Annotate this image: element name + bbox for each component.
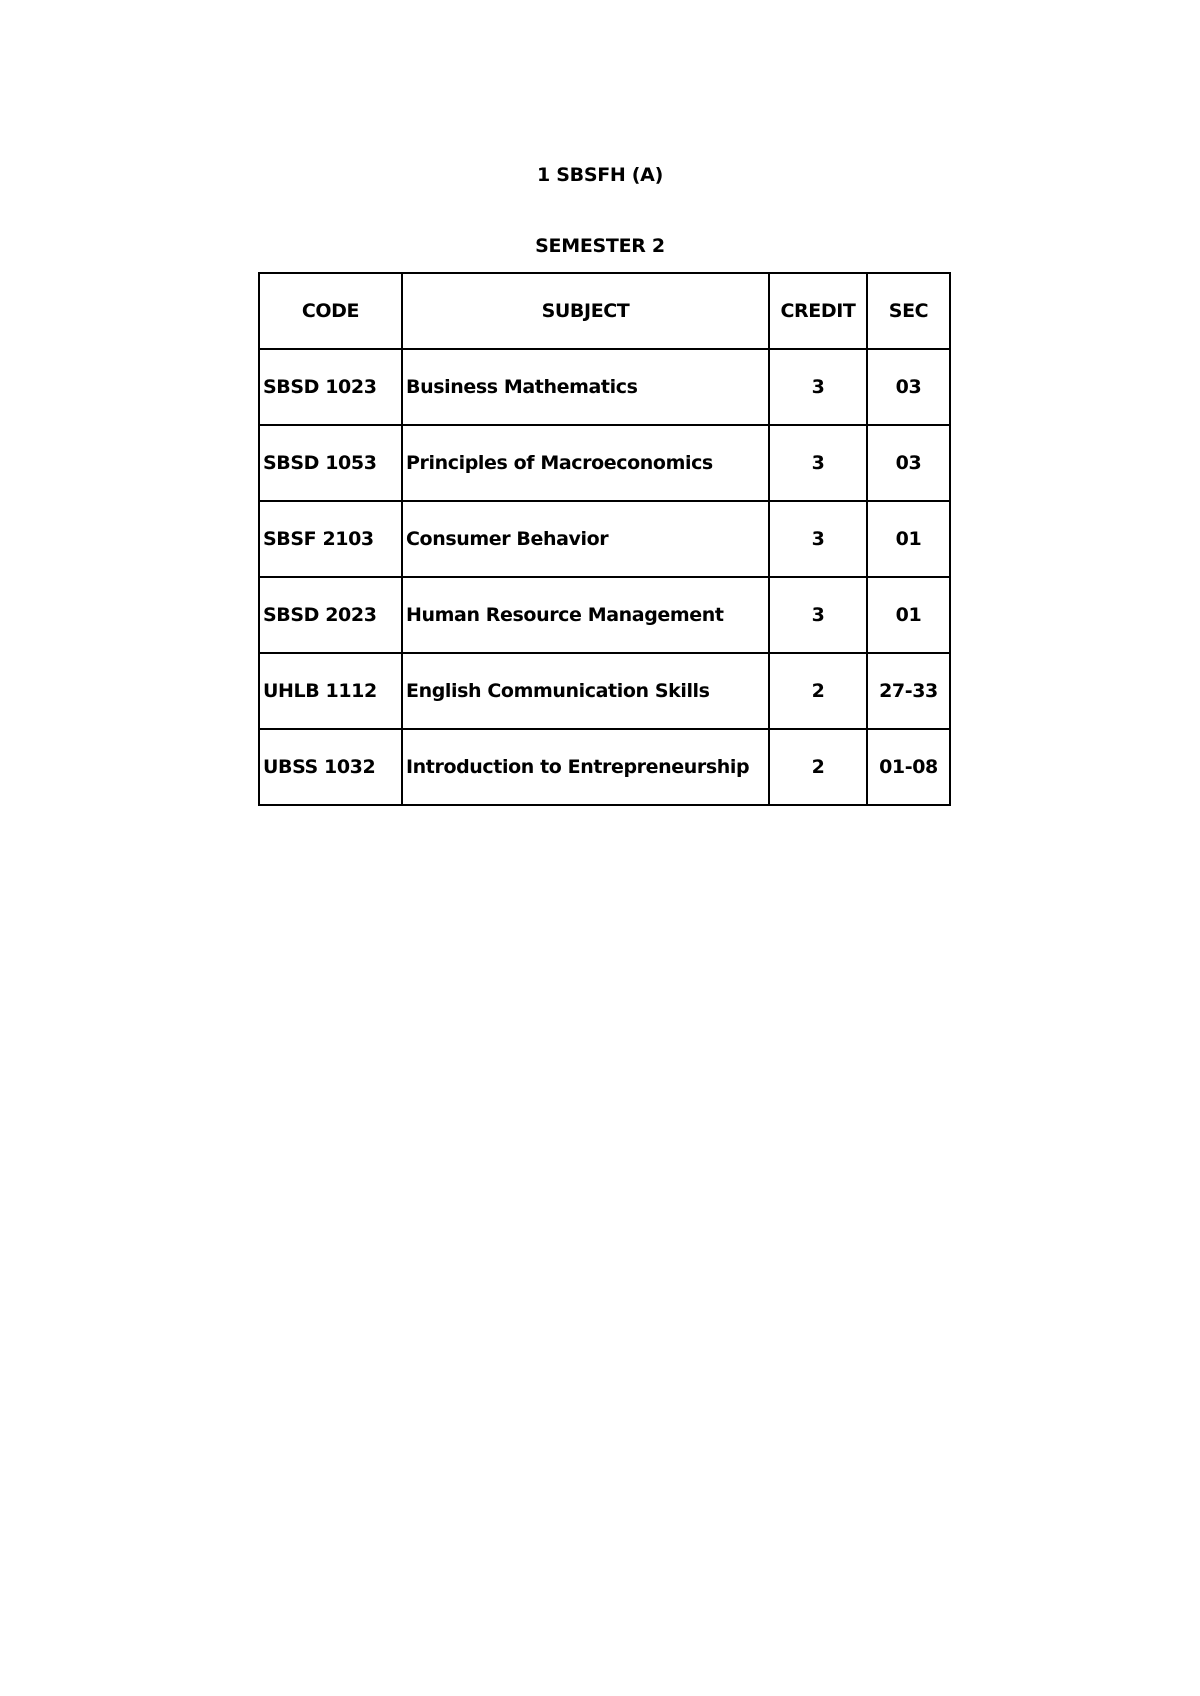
cell-credit: 3 [769,425,867,501]
cell-code: SBSD 1023 [259,349,402,425]
table-header-row [259,273,950,349]
cell-code: UBSS 1032 [259,729,402,805]
semester-label: SEMESTER 2 [535,235,665,257]
cell-sec: 01 [867,501,950,577]
cell-sec: 03 [867,349,950,425]
table-row [259,501,950,577]
cell-sec: 03 [867,425,950,501]
cell-subject: English Communication Skills [402,653,769,729]
cell-code: SBSD 2023 [259,577,402,653]
table-row [259,577,950,653]
table-row [259,425,950,501]
cell-credit: 2 [769,729,867,805]
cell-credit: 3 [769,501,867,577]
cell-credit: 3 [769,349,867,425]
column-header-sec: SEC [867,273,950,349]
column-header-code: CODE [259,273,402,349]
table-row [259,349,950,425]
column-header-credit: CREDIT [769,273,867,349]
cell-sec: 01 [867,577,950,653]
cell-code: SBSD 1053 [259,425,402,501]
cell-sec: 27-33 [867,653,950,729]
cell-subject: Principles of Macroeconomics [402,425,769,501]
cell-credit: 3 [769,577,867,653]
cell-sec: 01-08 [867,729,950,805]
column-header-subject: SUBJECT [402,273,769,349]
cell-subject: Human Resource Management [402,577,769,653]
subjects-table [258,272,951,806]
table-row [259,729,950,805]
cell-code: SBSF 2103 [259,501,402,577]
cell-subject: Introduction to Entrepreneurship [402,729,769,805]
table-row [259,653,950,729]
cell-subject: Business Mathematics [402,349,769,425]
cell-credit: 2 [769,653,867,729]
page-title: 1 SBSFH (A) [537,164,663,186]
cell-subject: Consumer Behavior [402,501,769,577]
cell-code: UHLB 1112 [259,653,402,729]
